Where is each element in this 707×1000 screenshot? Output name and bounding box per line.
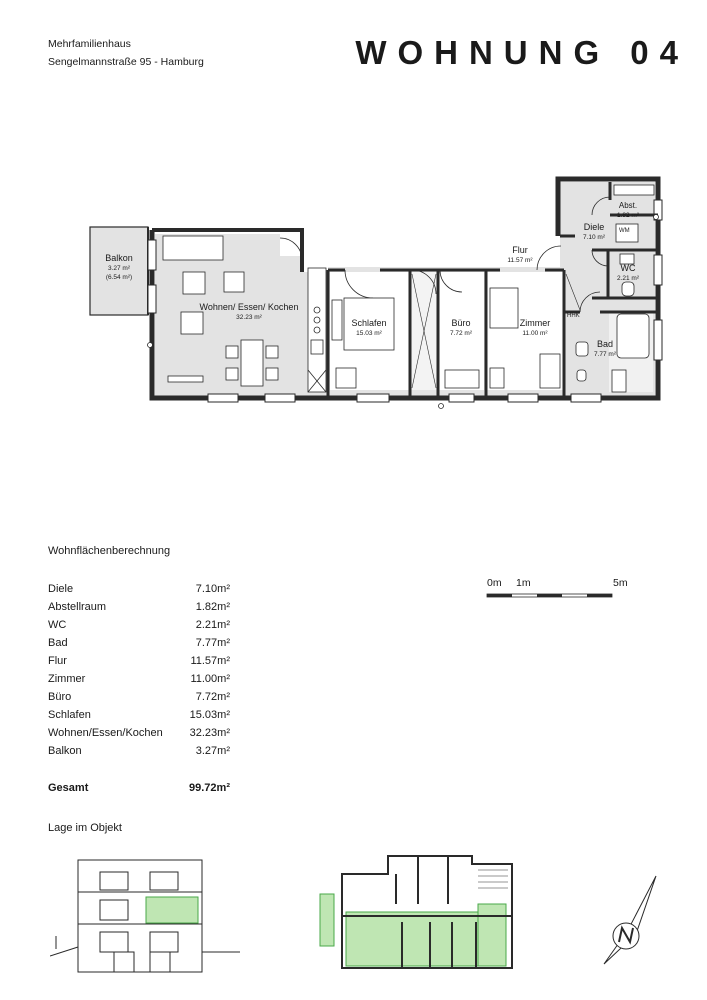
row-value: 1.82m² (195, 601, 230, 613)
room-zimmer (505, 318, 565, 338)
room-name: Zimmer (519, 318, 551, 328)
room-wohnen (194, 302, 304, 322)
table-row (48, 652, 230, 670)
row-name: Abstellraum (48, 601, 107, 613)
row-name: Zimmer (48, 673, 86, 685)
floor-overview (318, 852, 528, 972)
table-row (48, 616, 230, 634)
apartment-title: WOHNUNG 04 (355, 34, 689, 71)
room-area: 7.10 m² (582, 234, 606, 241)
row-name: Flur (48, 655, 67, 667)
row-name: Schlafen (48, 709, 91, 721)
total-row (48, 779, 230, 797)
table-row (48, 724, 230, 742)
row-value: 7.72m² (195, 691, 230, 703)
row-value: 11.00m² (190, 673, 230, 685)
highlighted-unit (146, 897, 198, 923)
room-area: 15.03 m² (356, 330, 382, 337)
room-balkon (95, 253, 143, 282)
washing-machine-label: WM (619, 228, 630, 234)
room-area: 3.27 m² (107, 265, 131, 272)
row-value: 7.77m² (195, 637, 230, 649)
row-value: 7.10m² (195, 583, 230, 595)
highlighted-apartment (346, 912, 496, 966)
north-arrow-icon (598, 872, 662, 968)
row-name: Balkon (48, 745, 82, 757)
row-name: Wohnen/Essen/Kochen (48, 727, 163, 739)
room-bad (585, 339, 625, 359)
scale-label-5: 5m (613, 577, 628, 589)
room-abstellraum (612, 200, 644, 220)
building-type: Mehrfamilienhaus (48, 38, 131, 50)
total-value: 99.72m² (189, 782, 230, 794)
room-area-gross: (6.54 m²) (105, 274, 133, 281)
room-name: Schlafen (351, 318, 387, 328)
building-elevation (50, 852, 240, 982)
row-value: 11.57m² (190, 655, 230, 667)
room-name: Abst. (618, 201, 638, 210)
room-name: Flur (512, 245, 528, 255)
address: Sengelmannstraße 95 - Hamburg (48, 56, 204, 68)
room-area: 11.00 m² (522, 330, 548, 337)
row-value: 15.03m² (189, 709, 230, 721)
row-name: WC (48, 619, 67, 631)
room-wc (612, 263, 644, 283)
scale-label-1: 1m (516, 577, 531, 589)
location-title: Lage im Objekt (48, 822, 122, 834)
table-row (48, 706, 230, 724)
room-name: Balkon (105, 253, 133, 263)
row-value: 3.27m² (195, 745, 230, 757)
room-diele (574, 222, 614, 242)
room-area: 7.72 m² (449, 330, 473, 337)
table-row (48, 634, 230, 652)
table-row (48, 580, 230, 598)
room-buero (440, 318, 482, 338)
room-name: WC (620, 263, 636, 273)
row-name: Diele (48, 583, 74, 595)
room-area: 32.23 m² (236, 314, 262, 321)
area-table-title: Wohnflächenberechnung (48, 545, 171, 557)
room-name: Büro (451, 318, 471, 328)
room-flur (495, 245, 545, 265)
room-name: Diele (583, 222, 605, 232)
room-area: 2.21 m² (616, 275, 640, 282)
floor-plan (0, 170, 707, 415)
scale-bar (485, 591, 630, 601)
total-label: Gesamt (48, 782, 89, 794)
table-row (48, 688, 230, 706)
scale-label-0: 0m (487, 577, 502, 589)
table-row (48, 670, 230, 688)
row-name: Bad (48, 637, 68, 649)
table-row (48, 598, 230, 616)
room-area: 11.57 m² (507, 257, 533, 264)
table-row (48, 742, 230, 760)
room-area: 7.77 m² (593, 351, 617, 358)
row-name: Büro (48, 691, 72, 703)
row-value: 32.23m² (189, 727, 230, 739)
room-schlafen (344, 318, 394, 338)
hhk-label: HHK (567, 313, 580, 319)
row-value: 2.21m² (195, 619, 230, 631)
room-name: Bad (596, 339, 613, 349)
room-name: Wohnen/ Essen/ Kochen (199, 302, 299, 312)
room-area: 1.82 m² (616, 212, 640, 219)
